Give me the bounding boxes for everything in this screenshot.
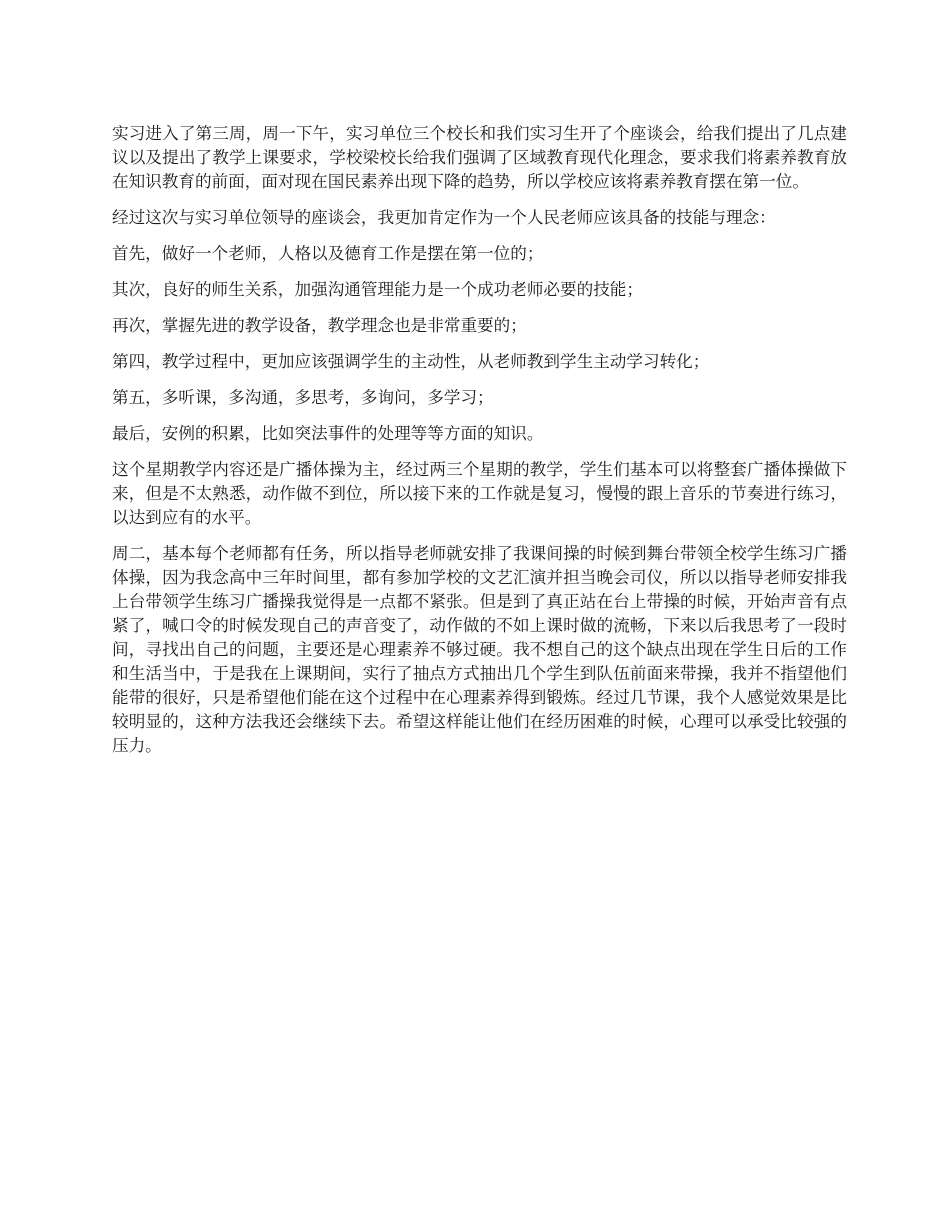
paragraph-last: 最后，安例的积累，比如突法事件的处理等等方面的知识。 xyxy=(112,424,544,443)
paragraph-fifth: 第五，多听课，多沟通，多思考，多询问，多学习； xyxy=(112,388,494,407)
paragraph-tuesday: 周二，基本每个老师都有任务，所以指导老师就安排了我课间操的时候到舞台带领全校学生练习广播体操，因为我念高中三年时间里，都有参加学校的文艺汇演并担当晚会司仪，所以以指导老师安排我上台带领学生练习广播操我觉得是一点都不紧张。但是到了真正站在台上带操的时候，开始声音有点紧了，喊口令的时候发现自己的声音变了，动作做的不如上课时做的流畅，下来以后我思考了一段时间，寻找出自己的问题，主要还是心理素养不够过硬。我不想自己的这个缺点出现在学生日后的工作和生活当中，于是我在上课期间，实行了抽点方式抽出几个学生到队伍前面来带操，我并不指望他们能带的很好，只是希望他们能在这个过程中在心理素养得到锻炼。经过几节课，我个人感觉效果是比较明显的，这种方法我还会继续下去。希望这样能让他们在经历困难的时候，心理可以承受比较强的压力。 xyxy=(112,544,847,755)
paragraph-teaching-content: 这个星期教学内容还是广播体操为主，经过两三个星期的教学，学生们基本可以将整套广播体操做下来，但是不太熟悉，动作做不到位，所以接下来的工作就是复习，慢慢的跟上音乐的节奏进行练习，以达到应有的水平。 xyxy=(112,460,847,527)
paragraph-second: 其次，良好的师生关系，加强沟通管理能力是一个成功老师必要的技能； xyxy=(112,280,643,299)
paragraph-fourth: 第四，教学过程中，更加应该强调学生的主动性，从老师教到学生主动学习转化； xyxy=(112,352,710,371)
document-body xyxy=(112,122,847,770)
paragraph-ideas-intro: 经过这次与实习单位领导的座谈会，我更加肯定作为一个人民老师应该具备的技能与理念： xyxy=(112,208,776,227)
paragraph-meeting: 实习进入了第三周，周一下午，实习单位三个校长和我们实习生开了个座谈会，给我们提出了几点建议以及提出了教学上课要求，学校梁校长给我们强调了区域教育现代化理念，要求我们将素养教育放在知识教育的前面，面对现在国民素养出现下降的趋势，所以学校应该将素养教育摆在第一位。 xyxy=(112,124,847,191)
paragraph-third: 再次，掌握先进的教学设备，教学理念也是非常重要的； xyxy=(112,316,527,335)
paragraph-first: 首先，做好一个老师，人格以及德育工作是摆在第一位的； xyxy=(112,244,544,263)
